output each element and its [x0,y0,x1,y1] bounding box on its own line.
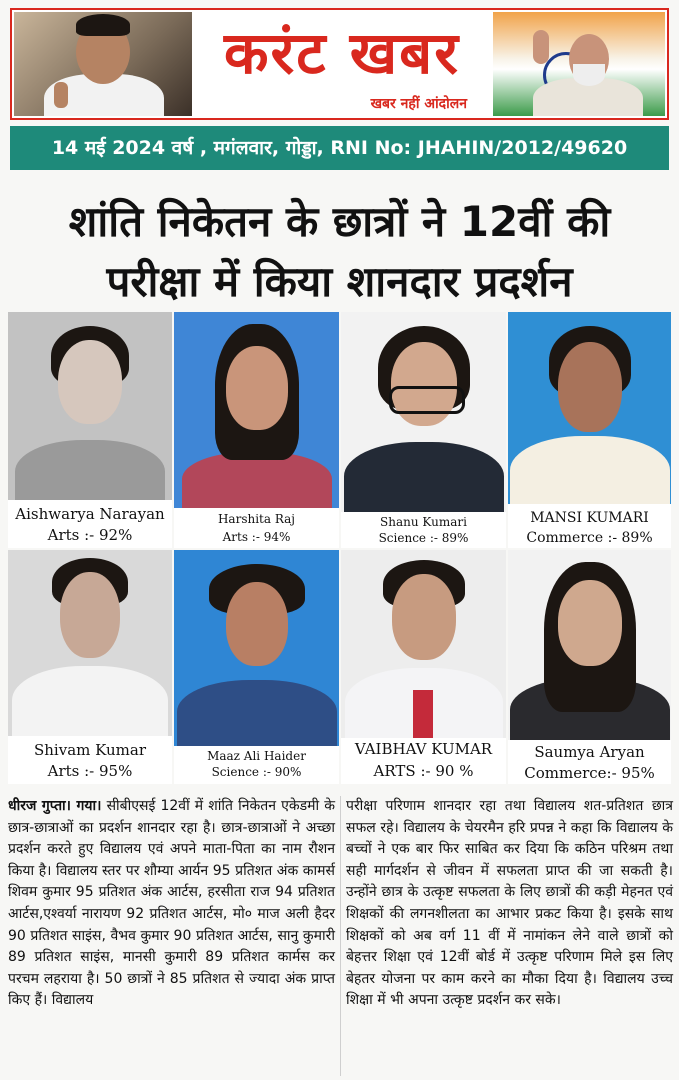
masthead [10,8,669,120]
student-card [8,550,172,784]
article-column-left [8,796,335,1012]
student-card [508,550,671,784]
student-card [508,312,671,548]
student-caption [508,742,671,784]
article-column-right [346,796,673,1012]
student-score: Arts :- 95% [47,762,133,780]
masthead-photo-left [14,12,192,116]
student-card [341,550,506,784]
student-score: Science :- 89% [378,531,469,545]
student-photo [341,312,506,512]
headline-line-1: शांति निकेतन के छात्रों ने 12वीं की [68,197,611,246]
student-name: Saumya Aryan [534,743,645,761]
student-name: Shanu Kumari [380,515,467,529]
column-divider [340,796,341,1076]
article-body [8,796,671,1076]
student-caption [8,740,172,782]
student-photo-grid [8,312,671,784]
student-caption [174,748,339,780]
student-photo [174,312,339,508]
article-byline: धीरज गुप्ता। गया। [8,798,102,814]
student-score: Science :- 90% [211,765,302,779]
student-photo [508,312,671,504]
article-text-left: सीबीएसई 12वीं में शांति निकेतन एकेडमी के छात्र-छात्राओं का प्रदर्शन शानदार रहा है। छात्र-छात्राओं ने अच्छा प्रदर्शन करते हुए विद्यालय एवं अपने माता-पिता का नाम रौशन किया है। विद्यालय स्तर पर शौम्या आर्यन 95 प्रतिशत अंक कामर्स शिवम कुमार 95 प्रतिशत अंक आर्टस, हरसीता राज 94 प्रतिशत आर्टस,एश्वर्या नारायण 92 प्रतिशत आर्टस, मो० माज अली हैदर 90 प्रतिशत साइंस, वैभव कुमार 90 प्रतिशत आर्टस, सानु कुमारी 89 प्रतिशत साइंस, मानसी कुमारी 89 प्रतिशत कार्मस कर परचम लहराया है। 50 छात्रों ने 85 प्रतिशत से ज्यादा अंक प्राप्त किए हैं। विद्यालय [8,798,335,1009]
headline-line-2: परीक्षा में किया शानदार प्रदर्शन [106,257,573,306]
student-name: Aishwarya Narayan [15,505,165,523]
student-photo [341,550,506,738]
student-caption [8,504,172,546]
student-score: Commerce:- 95% [524,764,655,782]
masthead-title-part2: खबर [349,19,460,87]
student-name: Shivam Kumar [33,741,147,759]
student-name: Maaz Ali Haider [207,749,306,763]
article-text-right: परीक्षा परिणाम शानदार रहा तथा विद्यालय शत-प्रतिशत छात्र सफल रहे। विद्यालय के चेयरमैन हरि प्रपन्न ने कहा कि विद्यालय के बच्चों ने एक बार फिर साबित कर दिया कि कठिन परिश्रम तथा सही मार्गदर्शन से जीवन में सफलता प्राप्त की जा सकती है। उन्होंने छात्र के उत्कृष्ट सफलता के लिए छात्रों की कड़ी मेहनत एवं शिक्षकों की लगनशीलता का आभार प्रकट किया है। इसके साथ शिक्षकों को अब वर्ग 11 वीं में नामांकन लेने वाले छात्रों को बेहत्तर शिक्षा एवं 12वीं बोर्ड में उत्कृष्ट परिणाम मिले इस लिए बेहतर योजना पर काम करने का मौका दिया है। विद्यालय उच्च शिक्षा में भी अपना उत्कृष्ट प्रदर्शन कर सके। [346,798,673,1009]
student-card [174,550,339,784]
student-card [341,312,506,548]
student-score: Arts :- 92% [47,526,133,544]
student-photo [8,550,172,736]
student-score: Commerce :- 89% [526,530,653,546]
student-caption [508,508,671,548]
student-card [174,312,339,548]
masthead-photo-right [493,12,665,116]
student-photo [174,550,339,746]
student-photo [8,312,172,500]
student-score: ARTS :- 90 % [373,762,474,780]
student-caption [341,514,506,546]
masthead-title-part1: करंट [224,19,328,87]
student-name: VAIBHAV KUMAR [354,740,493,758]
student-caption [341,738,506,782]
student-name: Harshita Raj [217,512,296,526]
article-headline [0,192,679,312]
student-photo [508,550,671,740]
student-caption [174,510,339,546]
student-card [8,312,172,548]
student-score: Arts :- 94% [222,530,291,544]
masthead-title [192,16,492,90]
masthead-tagline: खबर नहीं आंदोलन [370,96,467,112]
dateline-bar: 14 मई 2024 वर्ष , मगंलवार, गोड्डा, RNI No: JHAHIN/2012/49620 [10,126,669,170]
student-name: MANSI KUMARI [530,510,649,526]
